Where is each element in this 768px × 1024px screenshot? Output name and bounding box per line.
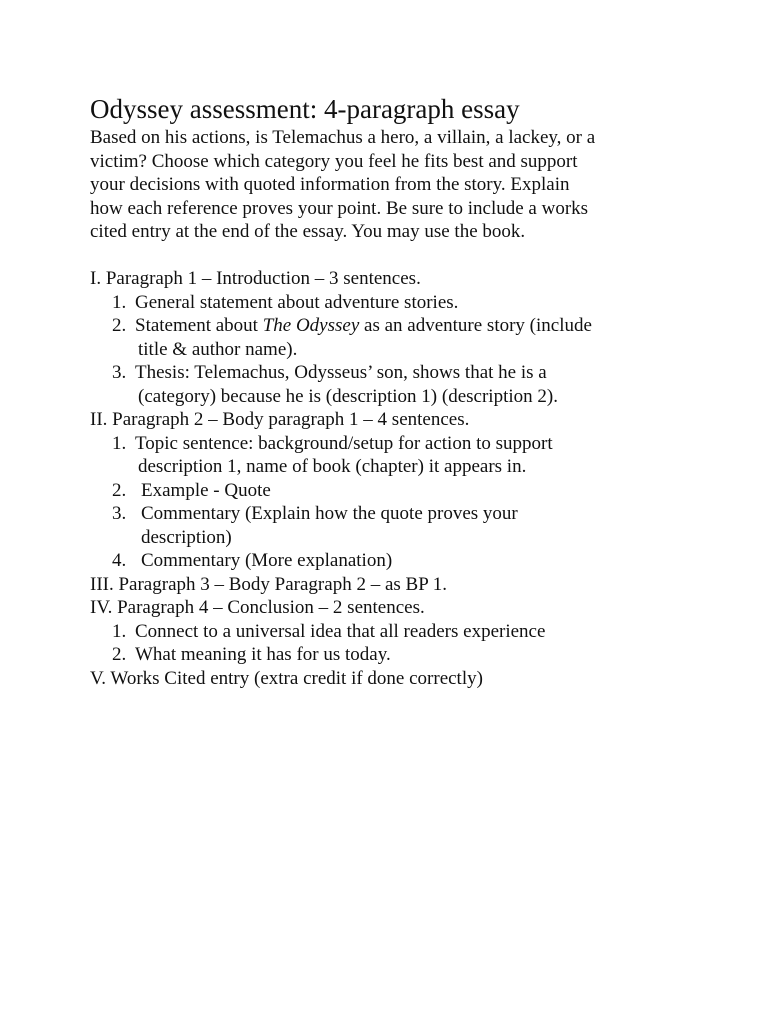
item-text: Example - Quote [141, 479, 271, 501]
list-item [90, 314, 730, 338]
list-item [90, 643, 730, 667]
book-title: The Odyssey [262, 315, 360, 336]
list-item [90, 291, 730, 315]
item-text-pre: Statement about [135, 315, 263, 336]
item-number: 2. [112, 479, 127, 501]
prompt-line: Based on his actions, is Telemachus a hero, a villain, a lackey, or a [90, 127, 596, 148]
item-text: description 1, name of book (chapter) it appears in. [138, 456, 527, 477]
item-number: 4. [112, 550, 127, 571]
item-text: Connect to a universal idea that all readers experience [135, 620, 546, 642]
prompt-line: how each reference proves your point. Be sure to include a works [90, 197, 589, 219]
assignment-prompt [90, 126, 690, 244]
prompt-line: cited entry at the end of the essay. You may use the book. [90, 221, 526, 242]
item-text: General statement about adventure stories. [135, 291, 459, 313]
essay-outline [90, 267, 730, 690]
list-item-continuation [90, 455, 730, 479]
item-text: title & author name). [138, 338, 298, 360]
list-item [90, 502, 730, 526]
list-item [90, 479, 730, 503]
item-text: Thesis: Telemachus, Odysseus’ son, shows that he is a [135, 362, 547, 383]
item-text: Commentary (Explain how the quote proves your [141, 503, 518, 524]
page-title: Odyssey assessment: 4-paragraph essay [90, 94, 520, 124]
item-text: description) [141, 526, 232, 548]
item-number: 2. [112, 315, 127, 336]
list-item [90, 549, 730, 573]
list-item [90, 361, 730, 385]
list-item [90, 620, 730, 644]
list-item-continuation [90, 338, 730, 362]
item-number: 3. [112, 503, 127, 524]
item-number: 3. [112, 362, 127, 383]
prompt-line: victim? Choose which category you feel he fits best and support [90, 150, 578, 172]
item-text-post: as an adventure story (include [359, 315, 592, 336]
list-item-continuation [90, 385, 730, 409]
item-text [135, 314, 592, 338]
section-heading: II. Paragraph 2 – Body paragraph 1 – 4 sentences. [90, 409, 470, 430]
item-text: Topic sentence: background/setup for action to support [135, 432, 553, 454]
section-heading: III. Paragraph 3 – Body Paragraph 2 – as BP 1. [90, 573, 448, 595]
section-heading: IV. Paragraph 4 – Conclusion – 2 sentences. [90, 597, 425, 618]
item-number: 1. [112, 432, 127, 454]
item-number: 1. [112, 291, 127, 313]
list-item [90, 432, 730, 456]
item-text: What meaning it has for us today. [135, 644, 391, 665]
item-text: (category) because he is (description 1) (description 2). [138, 385, 558, 407]
item-text: Commentary (More explanation) [141, 550, 393, 571]
prompt-line: your decisions with quoted information from the story. Explain [90, 174, 570, 195]
section-heading: V. Works Cited entry (extra credit if done correctly) [90, 667, 483, 689]
item-number: 2. [112, 644, 127, 665]
item-number: 1. [112, 620, 127, 642]
section-heading: I. Paragraph 1 – Introduction – 3 sentences. [90, 268, 421, 289]
list-item-continuation [90, 526, 730, 550]
